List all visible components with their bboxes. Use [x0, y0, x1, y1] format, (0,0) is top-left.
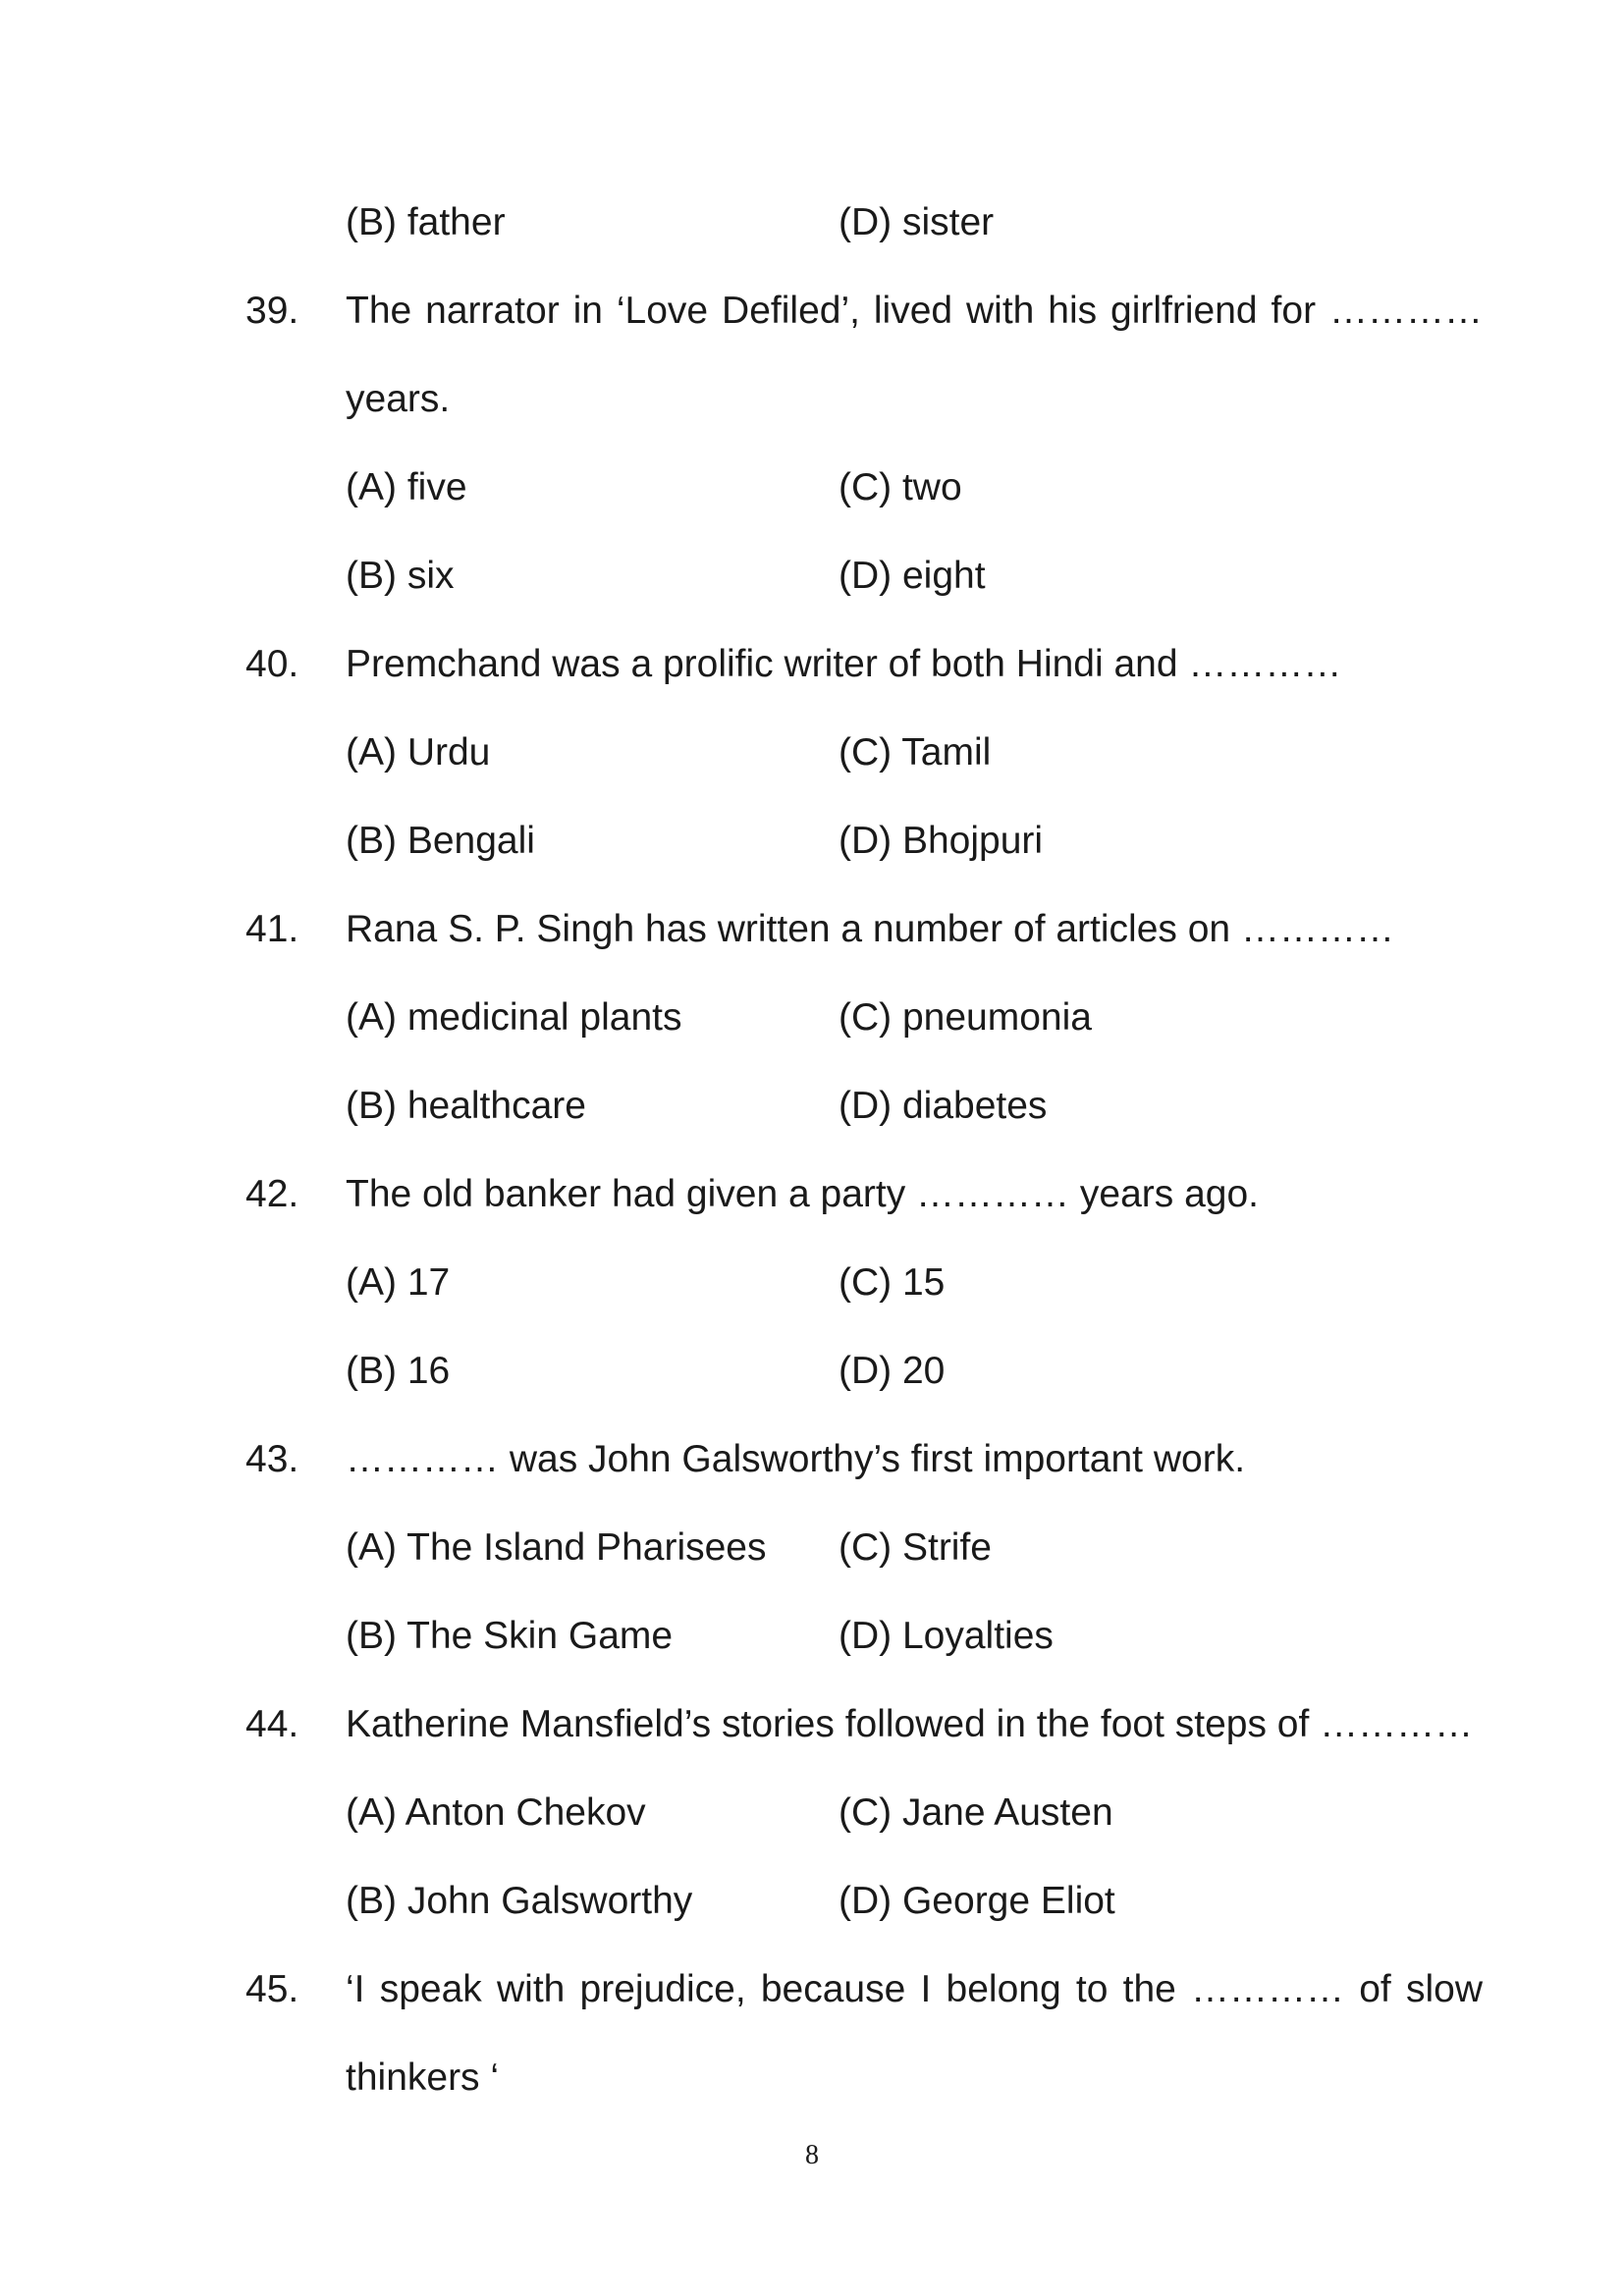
- question-text-45-line2: thinkers ‘: [346, 2056, 500, 2099]
- option-b-44: (B) John Galsworthy: [346, 1880, 693, 1922]
- question-text-42: The old banker had given a party ………… years ago.: [346, 1173, 1259, 1215]
- option-b-42: (B) 16: [346, 1350, 451, 1392]
- question-text-39-line2: years.: [346, 378, 451, 420]
- option-a-43: (A) The Island Pharisees: [346, 1526, 767, 1569]
- option-a-40: (A) Urdu: [346, 731, 491, 774]
- option-d-42: (D) 20: [839, 1350, 946, 1392]
- option-b-39: (B) six: [346, 555, 455, 597]
- option-c-40: (C) Tamil: [839, 731, 992, 774]
- option-c-42: (C) 15: [839, 1261, 946, 1304]
- option-c-41: (C) pneumonia: [839, 996, 1092, 1039]
- question-text-45-line1: ‘I speak with prejudice, because I belong to the ………… of slow: [346, 1968, 1483, 2010]
- question-number-40: 40.: [245, 643, 299, 685]
- option-c-43: (C) Strife: [839, 1526, 992, 1569]
- page-number: 8: [805, 2140, 819, 2170]
- option-d-prev: (D) sister: [839, 201, 995, 243]
- question-text-39-line1: The narrator in ‘Love Defiled’, lived with his girlfriend for …………: [346, 290, 1483, 332]
- question-text-40: Premchand was a prolific writer of both Hindi and …………: [346, 643, 1342, 685]
- question-text-41: Rana S. P. Singh has written a number of articles on …………: [346, 908, 1394, 950]
- question-number-42: 42.: [245, 1173, 299, 1215]
- option-b-prev: (B) father: [346, 201, 506, 243]
- option-b-41: (B) healthcare: [346, 1085, 586, 1127]
- option-d-40: (D) Bhojpuri: [839, 820, 1044, 862]
- question-number-43: 43.: [245, 1438, 299, 1480]
- question-number-41: 41.: [245, 908, 299, 950]
- option-c-44: (C) Jane Austen: [839, 1791, 1113, 1834]
- option-d-43: (D) Loyalties: [839, 1615, 1054, 1657]
- option-a-44: (A) Anton Chekov: [346, 1791, 646, 1834]
- question-number-45: 45.: [245, 1968, 299, 2010]
- question-text-43: ………… was John Galsworthy’s first important work.: [346, 1438, 1246, 1480]
- question-number-39: 39.: [245, 290, 299, 332]
- option-a-42: (A) 17: [346, 1261, 451, 1304]
- option-b-43: (B) The Skin Game: [346, 1615, 674, 1657]
- option-d-39: (D) eight: [839, 555, 986, 597]
- option-a-39: (A) five: [346, 466, 467, 508]
- option-d-41: (D) diabetes: [839, 1085, 1048, 1127]
- option-b-40: (B) Bengali: [346, 820, 535, 862]
- question-text-44: Katherine Mansfield’s stories followed in the foot steps of …………: [346, 1703, 1474, 1745]
- option-d-44: (D) George Eliot: [839, 1880, 1115, 1922]
- option-a-41: (A) medicinal plants: [346, 996, 682, 1039]
- option-c-39: (C) two: [839, 466, 962, 508]
- question-number-44: 44.: [245, 1703, 299, 1745]
